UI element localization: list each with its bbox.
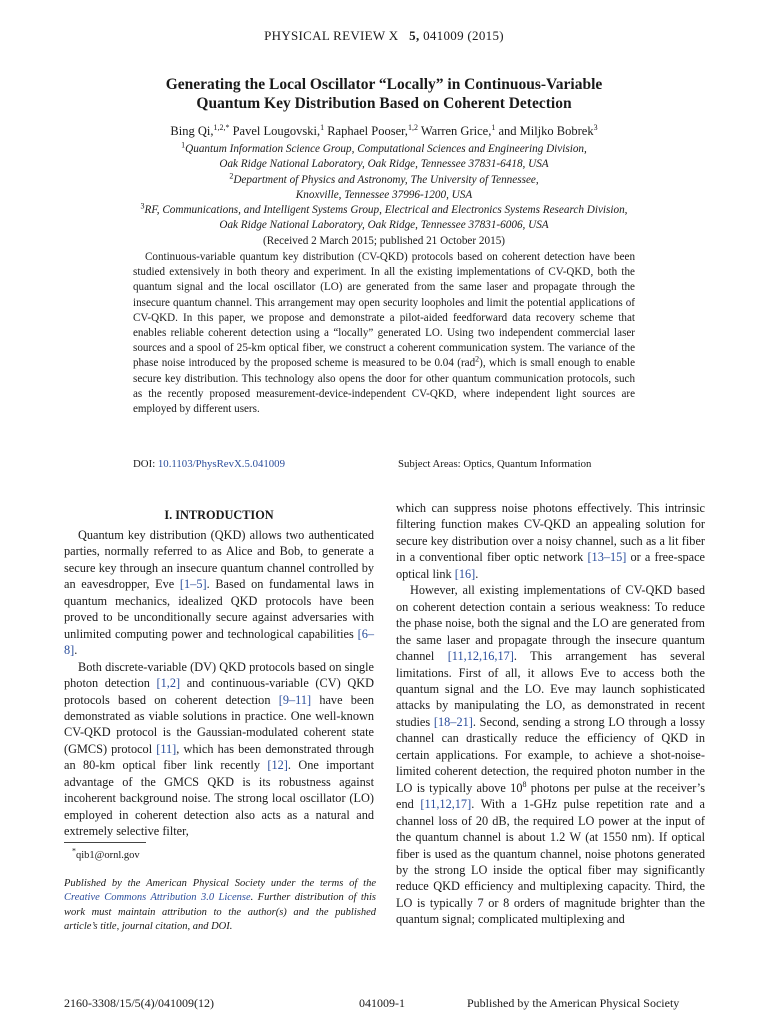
citation-link[interactable]: [1,2] xyxy=(156,676,181,691)
text-run: photons per pulse at the receiver’s end xyxy=(396,780,705,812)
author-4: Warren Grice, xyxy=(420,124,492,138)
abstract-superscript: 2 xyxy=(475,354,480,364)
text-run: Both discrete-variable (DV) QKD protocols based on single photon detection xyxy=(64,659,374,691)
title-line-2: Quantum Key Distribution Based on Coherent Detection xyxy=(196,95,572,112)
abstract-text-2: ), which is small enough to enable secure key distribution. This technology also opens the door for other quantum communication protocols, such as the recently proposed measurement-device-independent CV-QKD, where independent light sources are employed by different users. xyxy=(133,357,635,416)
author-3: Raphael Pooser, xyxy=(327,124,408,138)
text-run: However, all existing implementations of CV-QKD based on coherent detection contain a serious weakness: To reduce the phase noise, both the signal and the LO are generated from the same laser and propagate through the insecure quantum channel xyxy=(396,583,705,664)
footnote-mark: * xyxy=(72,846,76,856)
affil-1-line-2: Oak Ridge National Laboratory, Oak Ridge, Tennessee 37831-6418, USA xyxy=(219,158,549,171)
doi-label: DOI: xyxy=(133,458,156,470)
footer-page-number: 041009-1 xyxy=(359,996,405,1010)
text-run: which can suppress noise photons effectively. This intrinsic filtering function makes CV-QKD an appealing solution for secure key distribution over a noisy channel, such as a lit fiber in a conventional fiber optic network xyxy=(396,501,705,565)
author-5: and Miljko Bobrek xyxy=(498,124,594,138)
author-3-affil: 1,2 xyxy=(407,122,418,132)
footer-issn: 2160-3308/15/5(4)/041009(12) xyxy=(64,996,214,1010)
citation-link[interactable]: [11,12,17] xyxy=(420,797,472,812)
volume-number: 5, xyxy=(409,28,420,43)
author-1: Bing Qi, xyxy=(170,124,214,138)
text-run: Quantum key distribution (QKD) allows two authenticated parties, normally referred to as Alice and Bob, to generate a secure key through an insecure quantum channel controlled by an eavesdropper, Eve xyxy=(64,528,374,592)
intro-paragraph-1 xyxy=(64,527,374,659)
citation-link[interactable]: [9–11] xyxy=(278,692,312,707)
citation-link[interactable]: [13–15] xyxy=(587,550,627,565)
received-dates: (Received 2 March 2015; published 21 October 2015) xyxy=(262,234,506,247)
citation-link[interactable]: [18–21] xyxy=(433,714,473,729)
author-4-affil: 1 xyxy=(491,122,496,132)
license-link[interactable]: Creative Commons Attribution 3.0 License xyxy=(64,892,251,904)
affil-3-line-1: RF, Communications, and Intelligent Systems Group, Electrical and Electronics Systems Research Division, xyxy=(144,204,628,217)
journal-name: PHYSICAL REVIEW X xyxy=(264,28,399,43)
citation-link[interactable]: [12] xyxy=(267,758,288,773)
text-run: . xyxy=(475,566,479,581)
affil-1-num: 1 xyxy=(181,140,186,150)
author-2-affil: 1 xyxy=(320,122,325,132)
abstract xyxy=(133,250,635,417)
footer-publisher: Published by the American Physical Society xyxy=(467,996,680,1010)
intro-paragraph-2 xyxy=(64,659,374,840)
exponent: 8 xyxy=(522,779,527,789)
license-text-2: . Further distribution of this work must maintain attribution to the author(s) and the published article’s title, journal citation, and DOI. xyxy=(64,892,376,932)
text-run: . With a 1-GHz pulse repetition rate and a channel loss of 20 dB, the required LO power at the input of the quantum channel is about 1.2 W (at 1550 nm). If optical fiber is used as the quantum channel, noise photons generated by the strong LO inside the optical fiber may significantly reduce QKD efficiency and multiplexing capacity. Third, the LO is typically 7 or 8 orders of magnitude brighter than the quantum signal; complicated multiplexing and xyxy=(396,797,705,927)
right-column xyxy=(396,500,705,928)
affil-3-line-2: Oak Ridge National Laboratory, Oak Ridge, Tennessee 37831-6006, USA xyxy=(219,219,549,232)
text-run: or a free-space optical link xyxy=(396,550,706,581)
citation-link[interactable]: [16] xyxy=(454,566,476,581)
corresponding-author-footnote xyxy=(72,846,140,861)
text-run: , which has been demonstrated through an 80-km optical fiber link recently xyxy=(64,741,374,773)
affil-2-line-1: Department of Physics and Astronomy, The University of Tennessee, xyxy=(233,173,539,186)
intro-paragraph-3 xyxy=(396,500,705,582)
text-run: . xyxy=(74,643,78,658)
affil-2-num: 2 xyxy=(229,170,234,180)
citation-link[interactable]: [11,12,16,17] xyxy=(447,649,514,664)
affiliations xyxy=(60,142,708,249)
article-number: 041009 (2015) xyxy=(423,28,504,43)
intro-paragraph-4 xyxy=(396,582,705,928)
doi-link[interactable]: 10.1103/PhysRevX.5.041009 xyxy=(157,458,285,470)
license-notice xyxy=(64,877,376,934)
citation-link[interactable]: [1–5] xyxy=(179,577,207,592)
author-2: Pavel Lougovski, xyxy=(232,124,321,138)
text-run: . Second, sending a strong LO through a lossy channel can drastically reduce the efficiency of QKD in certain applications. For example, to achieve a shot-noise-limited coherent detection, the required photon number in the LO is typically above 10 xyxy=(396,714,705,795)
license-text-1: Published by the American Physical Society under the terms of the xyxy=(64,878,376,889)
text-run: have been demonstrated as viable solutions in practice. One well-known CV-QKD protocol is the Gaussian-modulated coherent state (GMCS) protocol xyxy=(64,692,374,756)
running-header xyxy=(0,28,768,44)
citation-link[interactable]: [6–8] xyxy=(64,626,374,658)
author-list xyxy=(60,124,708,139)
author-1-affil: 1,2,* xyxy=(213,122,230,132)
affil-2-line-2: Knoxville, Tennessee 37996-1200, USA xyxy=(295,188,473,201)
affil-1-line-1: Quantum Information Science Group, Computational Sciences and Engineering Division, xyxy=(185,143,587,155)
author-5-affil: 3 xyxy=(593,122,598,132)
citation-link[interactable]: [11] xyxy=(156,741,177,756)
section-heading: I. INTRODUCTION xyxy=(164,508,274,522)
title-line-1: Generating the Local Oscillator “Locally” in Continuous-Variable xyxy=(165,76,603,93)
text-run: . Based on fundamental laws in quantum mechanics, idealized QKD protocols have been proved to be unconditionally secure against adversaries with unlimited computing power and technological capabilities xyxy=(64,577,374,641)
left-column xyxy=(64,527,374,840)
text-run: and continuous-variable (CV) QKD protocols based on coherent detection xyxy=(64,676,374,707)
author-email: qib1@ornl.gov xyxy=(76,850,140,861)
text-run: . One important advantage of the GMCS QKD is its robustness against incoherent background noise. The strong local oscillator (LO) employed in coherent detection also acts as a natural and extremely selective filter, xyxy=(64,758,374,839)
footnote-divider xyxy=(64,842,146,843)
abstract-text-1: Continuous-variable quantum key distribution (CV-QKD) protocols based on coherent detection have been studied extensively in both theory and experiment. In all the existing implementations of CV-QKD, both the quantum signal and the local oscillator (LO) are generated from the same laser and propagate through the insecure quantum channel. This arrangement may open security loopholes and limit the potential applications of CV-QKD. In this paper, we propose and demonstrate a pilot-aided feedforward data recovery scheme that enables reliable coherent detection using a “locally” generated LO. Using two independent commercial laser sources and a spool of 25-km optical fiber, we construct a coherent communication system. The variance of the phase noise introduced by the proposed scheme is measured to be 0.04 (rad xyxy=(133,251,635,370)
paper-title xyxy=(60,75,708,113)
subject-areas: Subject Areas: Optics, Quantum Information xyxy=(398,458,592,470)
text-run: . This arrangement has several limitations. First of all, it allows Eve to access both the quantum signal and the LO. Eve may launch sophisticated attacks by manipulating the LO, as demonstrated in recent studies xyxy=(396,649,706,729)
affil-3-num: 3 xyxy=(140,201,145,211)
doi-line xyxy=(133,458,285,470)
